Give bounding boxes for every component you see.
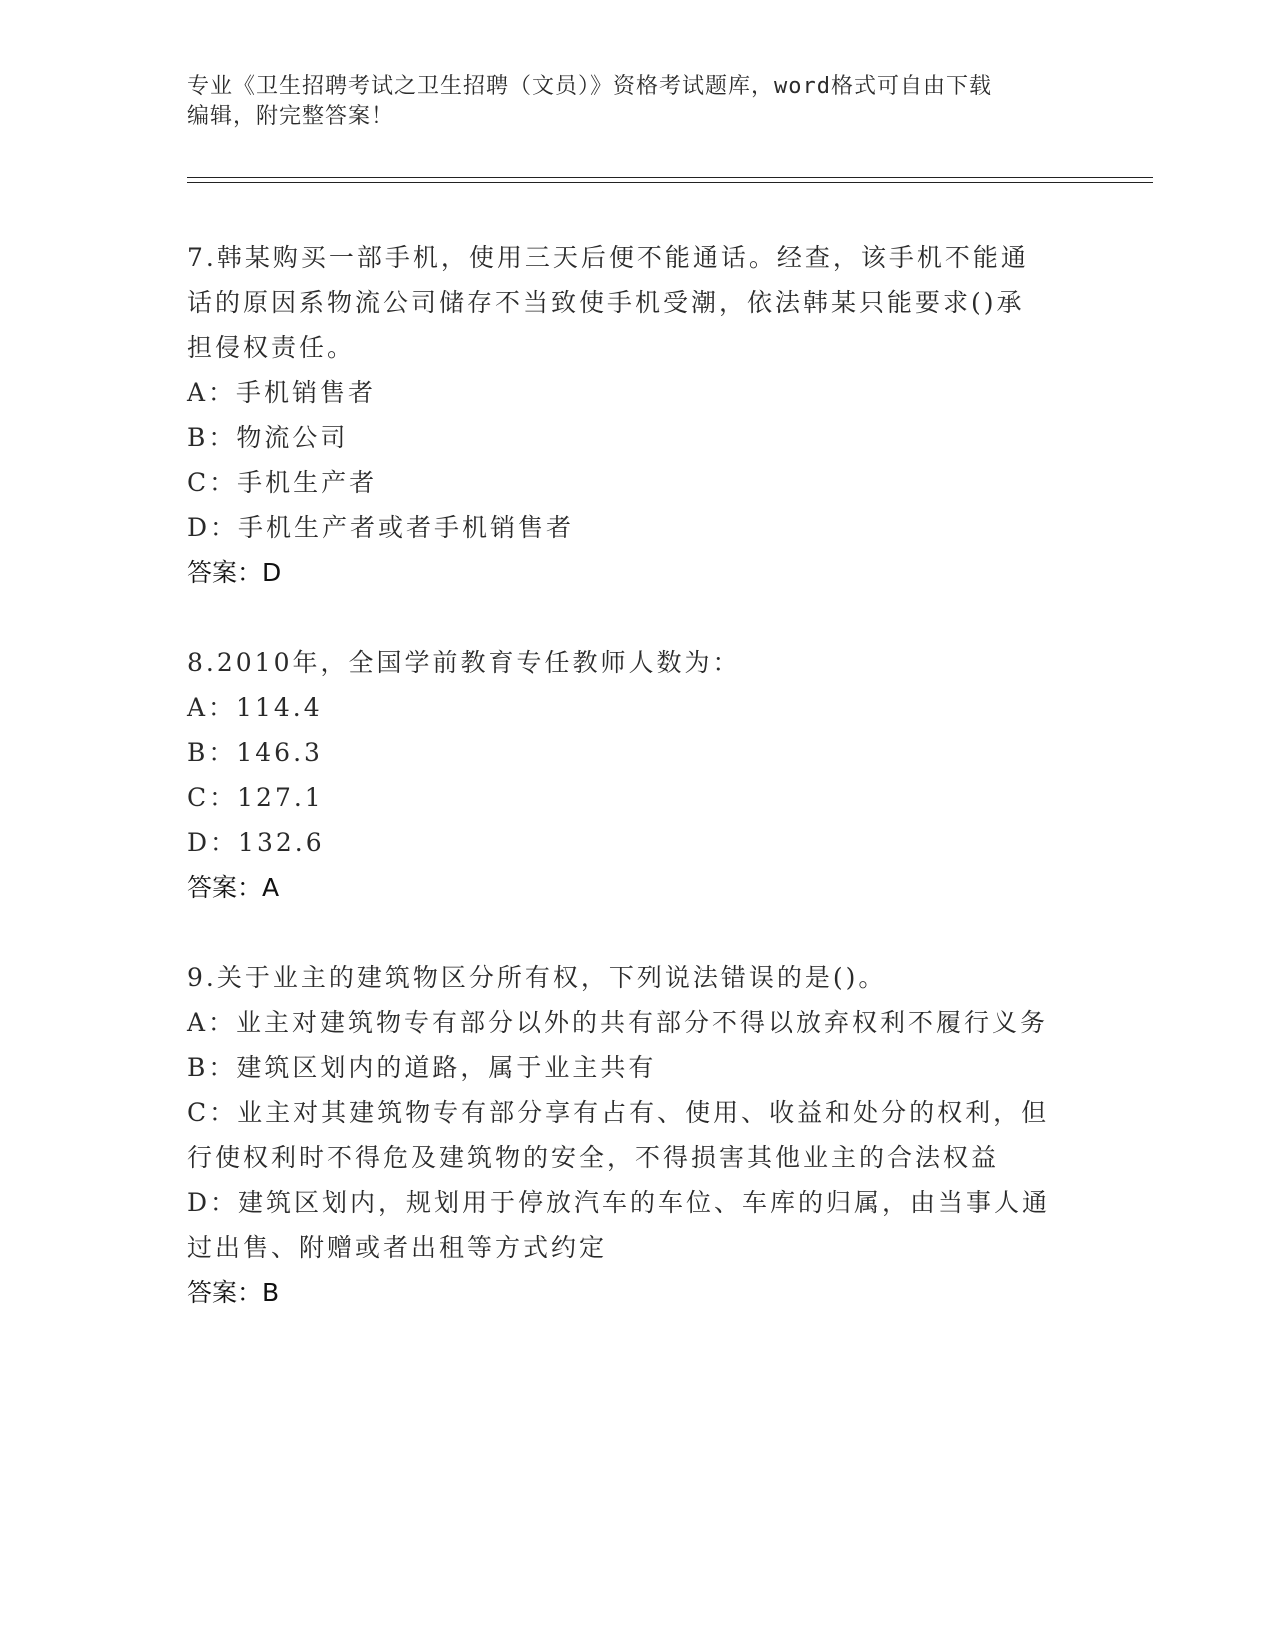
option-d: D：手机生产者或者手机销售者 — [187, 513, 575, 542]
answer-label: 答案：B — [187, 1278, 280, 1307]
option-c: C：手机生产者 — [187, 468, 378, 497]
answer-label: 答案：D — [187, 558, 282, 587]
option-d: D：建筑区划内，规划用于停放汽车的车位、车库的归属，由当事人通 — [187, 1188, 1051, 1217]
header-line-1: 专业《卫生招聘考试之卫生招聘（文员）》资格考试题库，word格式可自由下载 — [187, 74, 992, 99]
question-stem-line: 8.2010年，全国学前教育专任教师人数为： — [187, 648, 741, 677]
question-stem-line: 7.韩某购买一部手机，使用三天后便不能通话。经查，该手机不能通 — [187, 243, 1029, 272]
question-gap — [187, 595, 1087, 640]
answer-label: 答案：A — [187, 873, 280, 902]
question-7 — [187, 235, 1087, 595]
document-header — [187, 72, 1067, 132]
option-a: A：114.4 — [187, 693, 323, 722]
question-9 — [187, 955, 1087, 1315]
option-b: B：物流公司 — [187, 423, 349, 452]
header-line-2: 编辑，附完整答案！ — [187, 104, 395, 129]
question-stem-line: 担侵权责任。 — [187, 333, 356, 362]
option-a: A：手机销售者 — [187, 378, 377, 407]
option-d: D：132.6 — [187, 828, 325, 857]
header-divider-top — [187, 177, 1153, 178]
option-b: B：建筑区划内的道路，属于业主共有 — [187, 1053, 657, 1082]
question-stem-line: 9.关于业主的建筑物区分所有权，下列说法错误的是()。 — [187, 963, 887, 992]
option-c: C：127.1 — [187, 783, 324, 812]
question-stem-line: 话的原因系物流公司储存不当致使手机受潮，依法韩某只能要求()承 — [187, 288, 1025, 317]
option-b: B：146.3 — [187, 738, 323, 767]
option-d-continued: 过出售、附赠或者出租等方式约定 — [187, 1233, 608, 1262]
option-c-continued: 行使权利时不得危及建筑物的安全，不得损害其他业主的合法权益 — [187, 1143, 1000, 1172]
header-divider-bottom — [187, 182, 1153, 183]
question-8 — [187, 640, 1087, 910]
question-list — [187, 235, 1087, 1315]
option-c: C：业主对其建筑物专有部分享有占有、使用、收益和处分的权利，但 — [187, 1098, 1050, 1127]
option-a: A：业主对建筑物专有部分以外的共有部分不得以放弃权利不履行义务 — [187, 1008, 1049, 1037]
question-gap — [187, 910, 1087, 955]
